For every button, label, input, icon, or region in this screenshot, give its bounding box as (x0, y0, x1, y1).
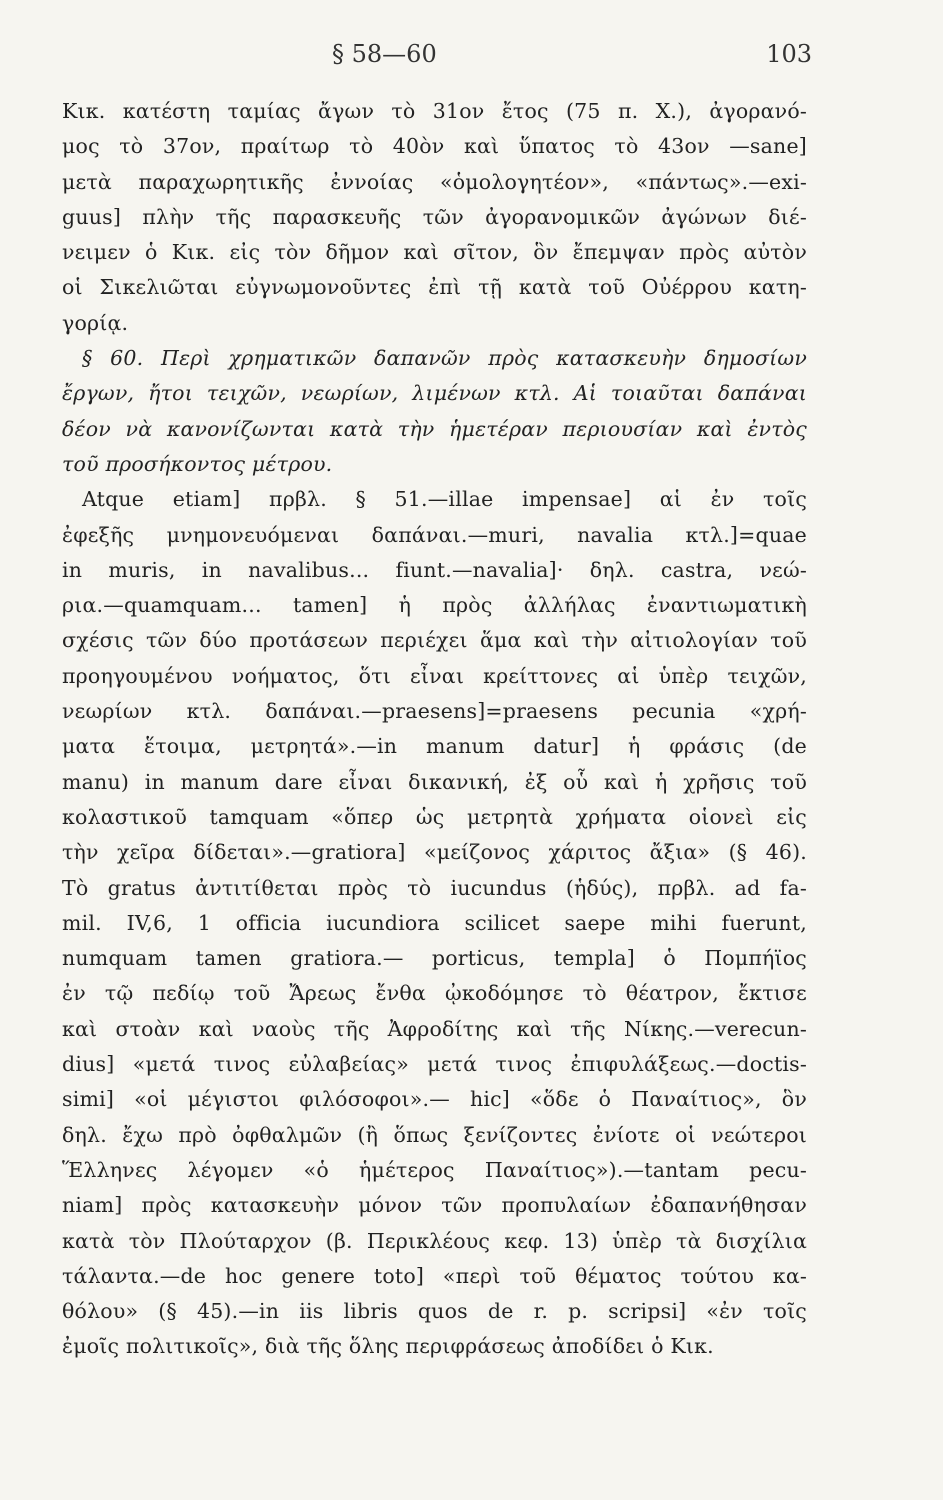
text-line: ἔργων, ἤτοι τειχῶν, νεωρίων, λιμένων κτλ. Αἱ τοιαῦται δαπάναι (62, 381, 807, 406)
text-line: ἐφεξῆς μνημονευόμεναι δαπάναι.—muri, navalia κτλ.]=quae (62, 522, 807, 547)
text-line: dius] «μετά τινος εὐλαβείας» μετά τινος ἐπιφυλάξεως.—doctis- (62, 1052, 807, 1077)
text-line: μετὰ παραχωρητικῆς ἐννοίας «ὁμολογητέον», «πάντως».—exi- (62, 169, 807, 194)
text-line: νειμεν ὁ Κικ. εἰς τὸν δῆμον καὶ σῖτον, ὃν ἔπεμψαν πρὸς αὐτὸν (62, 240, 807, 265)
page-number: 103 (766, 40, 812, 68)
text-line: προηγουμένου νοήματος, ὅτι εἶναι κρείττονες αἱ ὑπὲρ τειχῶν, (62, 663, 807, 688)
text-line: ρια.—quamquam... tamen] ἡ πρὸς ἀλλήλας ἐναντιωματικὴ (62, 593, 807, 618)
text-line: γορίᾳ. (62, 310, 129, 335)
text-line: niam] πρὸς κατασκευὴν μόνον τῶν προπυλαίων ἐδαπανήθησαν (62, 1193, 807, 1218)
text-line: in muris, in navalibus... fiunt.—navalia]· δηλ. castra, νεώ- (62, 557, 807, 582)
text-line: δηλ. ἔχω πρὸ ὀφθαλμῶν (ἢ ὅπως ξενίζοντες ἐνίοτε οἱ νεώτεροι (62, 1122, 807, 1147)
text-line: ματα ἕτοιμα, μετρητά».—in manum datur] ἡ φράσις (de (62, 734, 807, 759)
text-line: σχέσις τῶν δύο προτάσεων περιέχει ἅμα καὶ τὴν αἰτιολογίαν τοῦ (62, 628, 807, 653)
commentary-text (62, 94, 807, 1365)
text-line: κατὰ τὸν Πλούταρχον (β. Περικλέους κεφ. 13) ὑπὲρ τὰ δισχίλια (62, 1228, 807, 1253)
text-line: simi] «οἱ μέγιστοι φιλόσοφοι».— hic] «ὅδε ὁ Παναίτιος», ὃν (62, 1087, 807, 1112)
text-line: οἱ Σικελιῶται εὐγνωμονοῦντες ἐπὶ τῇ κατὰ τοῦ Οὐέρρου κατη- (62, 275, 807, 300)
text-line: τοῦ προσήκοντος μέτρου. (62, 451, 333, 476)
text-line: guus] πλὴν τῆς παρασκευῆς τῶν ἀγορανομικῶν ἀγώνων διέ- (62, 204, 807, 229)
text-line: τὴν χεῖρα δίδεται».—gratiora] «μείζονος χάριτος ἄξια» (§ 46). (62, 840, 807, 865)
text-line: μος τὸ 37ον, πραίτωρ τὸ 40ὸν καὶ ὕπατος τὸ 43ον —sane] (62, 134, 807, 159)
text-line: Ἕλληνες λέγομεν «ὁ ἡμέτερος Παναίτιος»).—tantam pecu- (62, 1157, 807, 1182)
text-line: νεωρίων κτλ. δαπάναι.—praesens]=praesens pecunia «χρή- (62, 699, 807, 724)
section-reference: § 58—60 (332, 40, 437, 68)
text-line: καὶ στοὰν καὶ ναοὺς τῆς Ἀφροδίτης καὶ τῆς Νίκης.—verecun- (62, 1016, 807, 1041)
text-line: manu) in manum dare εἶναι δικανική, ἐξ οὗ καὶ ἡ χρῆσις τοῦ (62, 769, 807, 794)
text-line: τάλαντα.—de hoc genere toto] «περὶ τοῦ θέματος τούτου κα- (62, 1263, 807, 1288)
text-line: δέον νὰ κανονίζωνται κατὰ τὴν ἡμετέραν περιουσίαν καὶ ἐντὸς (62, 416, 807, 441)
text-line: mil. IV,6, 1 officia iucundiora scilicet saepe mihi fuerunt, (62, 910, 807, 935)
text-line: ἐμοῖς πολιτικοῖς», διὰ τῆς ὅλης περιφράσεως ἀποδίδει ὁ Κικ. (62, 1334, 714, 1359)
running-header (92, 40, 812, 80)
text-line: θόλου» (§ 45).—in iis libris quos de r. p. scripsi] «ἐν τοῖς (62, 1299, 807, 1324)
text-line: Τὸ gratus ἀντιτίθεται πρὸς τὸ iucundus (ἡδύς), πρβλ. ad fa- (62, 875, 807, 900)
text-line: § 60. Περὶ χρηματικῶν δαπανῶν πρὸς κατασκευὴν δημοσίων (82, 346, 807, 371)
text-line: κολαστικοῦ tamquam «ὅπερ ὡς μετρητὰ χρήματα οἱονεὶ εἰς (62, 804, 807, 829)
text-line: numquam tamen gratiora.— porticus, templa] ὁ Πομπήϊος (62, 946, 807, 971)
text-line: Κικ. κατέστη ταμίας ἄγων τὸ 31ον ἔτος (75 π. Χ.), ἀγορανό- (62, 99, 807, 123)
text-line: ἐν τῷ πεδίῳ τοῦ Ἄρεως ἔνθα ᾠκοδόμησε τὸ θέατρον, ἔκτισε (62, 981, 807, 1006)
text-line: Atque etiam] πρβλ. § 51.—illae impensae] αἱ ἐν τοῖς (82, 487, 807, 512)
